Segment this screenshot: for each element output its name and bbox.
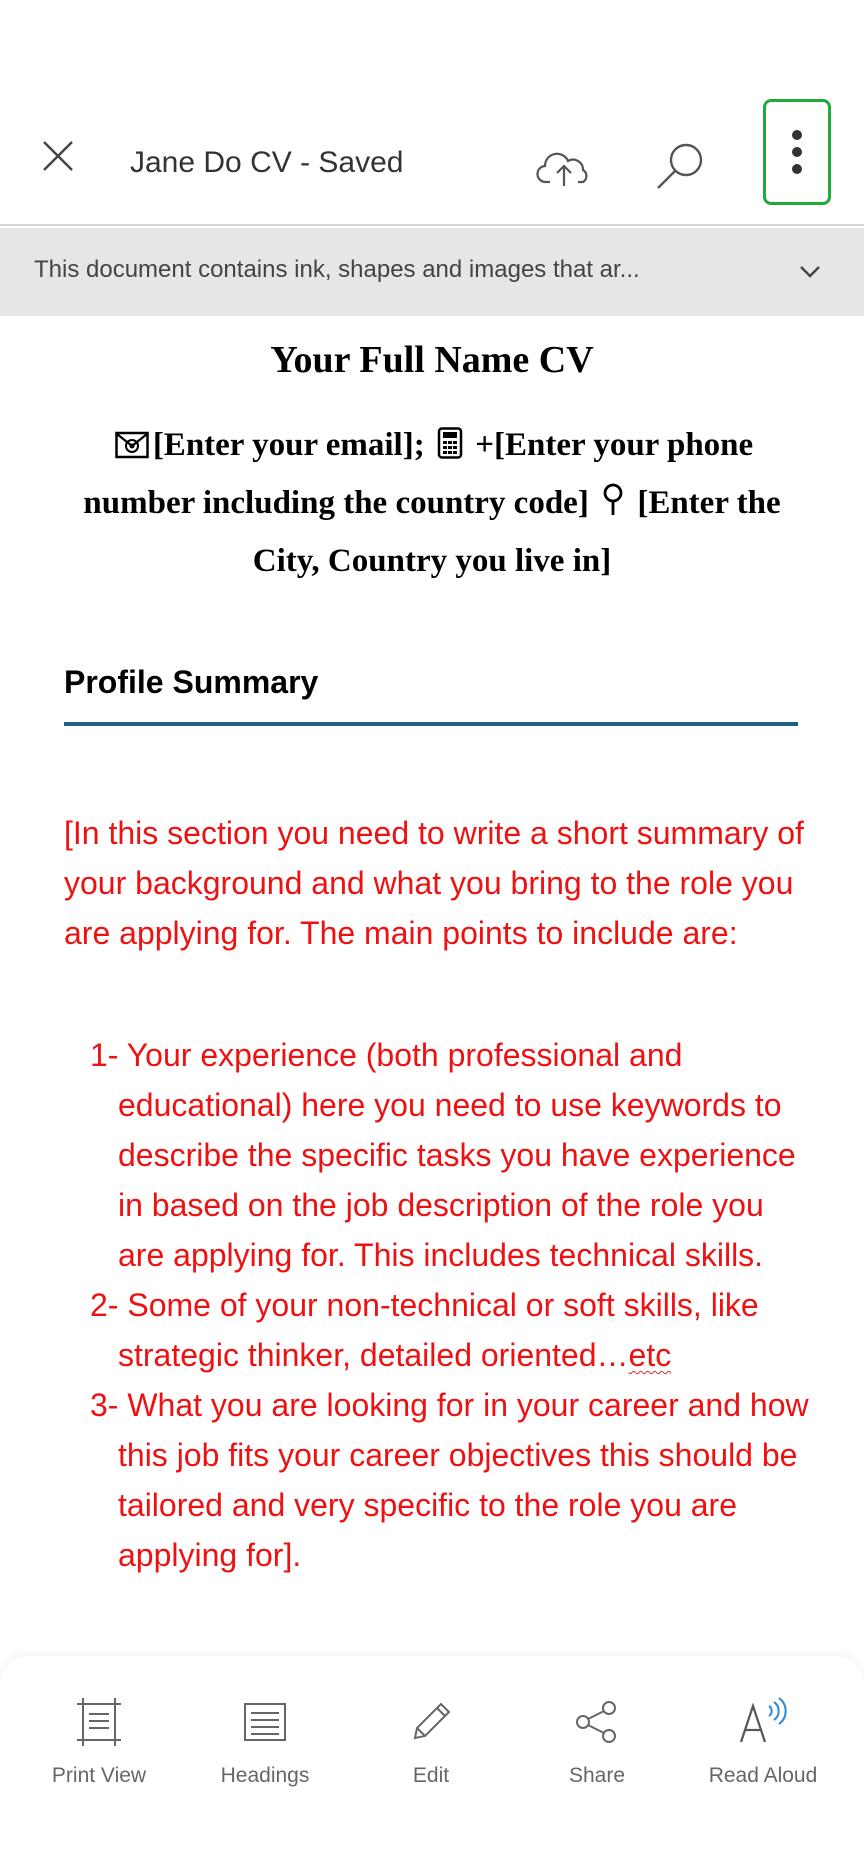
- profile-summary-list: [90, 1030, 810, 1580]
- contact-email: [Enter your email];: [152, 427, 425, 463]
- spelling-flagged-word[interactable]: etc: [628, 1337, 672, 1373]
- profile-summary-intro: [In this section you need to write a short summary of your background and what you bring to the role you are applying for. The main points to include are:: [64, 815, 804, 951]
- share-icon: [567, 1692, 627, 1752]
- read-aloud-icon: [733, 1692, 793, 1752]
- status-bar: [0, 0, 864, 96]
- more-options-button[interactable]: [763, 99, 831, 205]
- share-button[interactable]: [514, 1692, 680, 1802]
- bottom-toolbar: [0, 1656, 864, 1872]
- cv-title: Your Full Name CV: [270, 339, 594, 381]
- list-item: [90, 1280, 810, 1380]
- list-item-text: 2- Some of your non-technical or soft skills, like strategic thinker, detailed oriented…: [90, 1287, 759, 1373]
- read-aloud-label: Read Aloud: [708, 1764, 818, 1787]
- document-title[interactable]: Jane Do CV - Saved: [130, 146, 404, 179]
- more-vertical-icon: [790, 129, 804, 175]
- email-icon: [115, 422, 149, 476]
- headings-icon: [235, 1692, 295, 1752]
- list-item: 1- Your experience (both professional and educational) here you need to use keywords to describe the specific tasks you have experience in based on the job description of the role you are applying for. This includes technical skills.: [90, 1037, 796, 1273]
- headings-button[interactable]: [182, 1692, 348, 1802]
- close-button[interactable]: [30, 128, 86, 184]
- share-label: Share: [568, 1764, 626, 1787]
- contact-location: [Enter the City, Country you live in]: [252, 485, 781, 579]
- document-notice-banner[interactable]: [0, 228, 864, 316]
- search-button[interactable]: [650, 136, 710, 196]
- headings-label: Headings: [220, 1764, 310, 1787]
- cloud-upload-icon: [536, 148, 592, 188]
- section-heading-profile-summary: Profile Summary: [64, 664, 319, 700]
- upload-button[interactable]: [532, 140, 596, 196]
- contact-phone: +[Enter your phone number including the country code]: [83, 427, 754, 521]
- print-view-button[interactable]: [16, 1692, 182, 1802]
- section-divider: [64, 722, 798, 726]
- chevron-down-icon: [798, 264, 822, 280]
- contact-line: [64, 418, 800, 588]
- read-aloud-button[interactable]: [680, 1692, 846, 1802]
- print-view-icon: [69, 1692, 129, 1752]
- expand-notice-button[interactable]: [790, 252, 830, 292]
- close-icon: [40, 138, 76, 174]
- notice-text: This document contains ink, shapes and images that ar...: [34, 256, 640, 283]
- edit-label: Edit: [412, 1764, 450, 1787]
- list-item: 3- What you are looking for in your career and how this job fits your career objectives this should be tailored and very specific to the role you are applying for].: [90, 1387, 809, 1573]
- search-icon: [654, 140, 706, 192]
- document-page[interactable]: [0, 318, 864, 1656]
- print-view-label: Print View: [51, 1764, 147, 1787]
- location-pin-icon: [601, 480, 625, 534]
- phone-icon: [437, 422, 463, 476]
- app-bar: [0, 96, 864, 226]
- pencil-icon: [401, 1692, 461, 1752]
- edit-button[interactable]: [348, 1692, 514, 1802]
